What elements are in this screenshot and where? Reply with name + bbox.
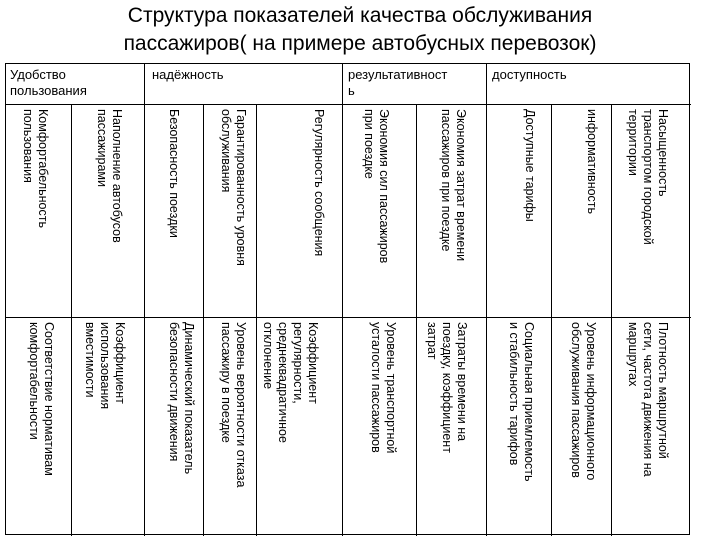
factor-cell [625,105,689,317]
title-line-2: пассажиров( на примере автобусных перевозок) [123,32,597,55]
factor-cell [94,105,142,317]
factor-cell [166,105,202,317]
factor-text: Безопасность поездки [167,109,181,238]
indicator-text: Коэффициент регулярности, среднеквадратичное отклонение [261,322,320,443]
group-header-effectiveness: результативност ь [348,67,448,98]
factor-text: Экономия сил пассажиров при поездке [362,109,391,264]
factor-text: Насыщенность транспортом городской территории [626,109,670,245]
indicator-text: Плотность маршрутной сети, частота движения на маршрутах [626,322,670,477]
group-header-convenience: Удобство пользования [10,67,87,98]
column-divider [611,104,612,536]
indicator-text: Динамический показатель безопасности движения [167,322,196,475]
indicator-text: Уровень транспортной усталости пассажиров [369,322,398,454]
indicator-cell [568,318,610,534]
indicator-text: Уровень вероятности отказа пассажиру в поездке [219,322,248,488]
factor-cell [20,105,70,317]
indicator-cell [625,318,689,534]
factor-cell [361,105,415,317]
column-divider [551,104,552,536]
indicator-cell [82,318,142,534]
factor-text: Наполнение автобусов пассажирами [95,109,124,243]
quality-indicators-table [5,63,690,535]
column-divider [203,104,204,536]
indicator-cell [368,318,415,534]
indicator-text: Затраты времени на поездку, коэффициент затрат [425,322,469,453]
group-divider-1 [144,64,145,536]
group-divider-2 [342,64,343,536]
column-divider [416,104,417,536]
factor-text: Комфортабельность пользования [21,109,50,228]
factor-text: Экономия затрат времени пассажиров при поездке [439,109,468,262]
factor-cell [438,105,485,317]
indicator-cell [218,318,255,534]
title-line-1: Структура показателей качества обслуживания [127,4,593,27]
group-header-accessibility: доступность [492,67,567,82]
group-divider-3 [486,64,487,536]
factor-text: информативность [585,109,599,215]
factor-cell [584,105,610,317]
indicator-cell [260,318,341,534]
indicator-text: Уровень информационного обслуживания пассажиров [569,322,598,481]
indicator-cell [424,318,485,534]
indicator-cell [166,318,202,534]
group-header-reliability: надёжность [152,67,224,82]
factor-text: Регулярность сообщения [312,109,326,257]
factor-cell [522,105,550,317]
column-divider [256,104,257,536]
column-divider [71,104,72,536]
factor-text: Гарантированность уровня обслуживания [219,109,248,266]
indicator-text: Коэффициент использования вместимости [83,322,127,410]
factor-text: Доступные тарифы [523,109,537,222]
indicator-text: Социальная приемлемость и стабильность тарифов [507,322,536,482]
factor-cell [311,105,341,317]
factor-cell [218,105,255,317]
indicator-text: Соответствие нормативам комфортабельности [27,322,56,476]
indicator-cell [26,318,70,534]
slide-title [0,2,720,58]
indicator-cell [506,318,550,534]
